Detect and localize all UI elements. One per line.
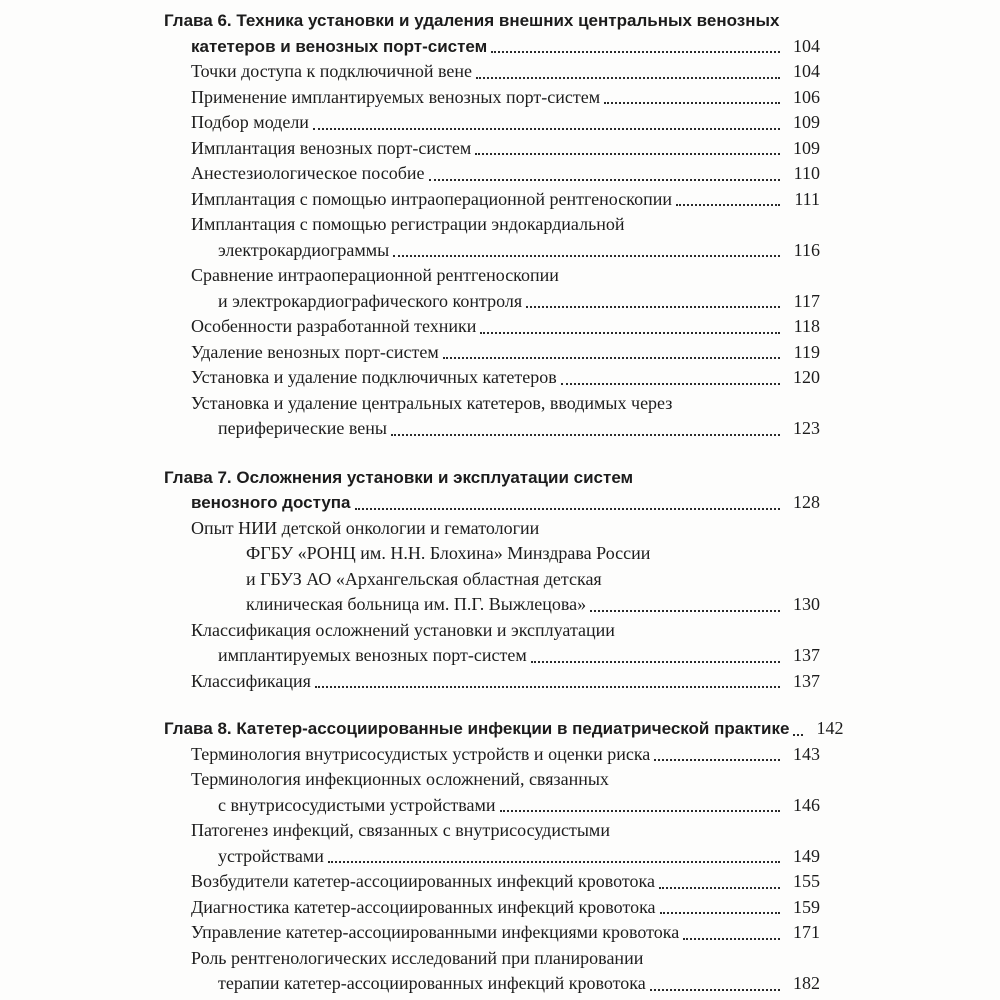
- page-number: 109: [793, 137, 820, 158]
- dot-leader: [475, 152, 780, 155]
- page-number: 117: [793, 290, 820, 311]
- page-number: 120: [793, 367, 820, 387]
- dot-leader: [660, 911, 780, 914]
- page-number: 143: [793, 743, 820, 764]
- toc-entry: Классификация осложнений установки и эксплуатации: [191, 619, 615, 640]
- page-number: 137: [793, 670, 820, 691]
- dot-leader: [793, 733, 803, 736]
- page-number: 110: [793, 163, 820, 183]
- page-number: 155: [793, 871, 820, 891]
- dot-leader: [561, 382, 780, 385]
- dot-leader: [480, 331, 780, 334]
- page-number: 128: [793, 492, 820, 512]
- page-number: 137: [793, 645, 820, 665]
- dot-leader: [476, 76, 780, 79]
- toc-entry: Возбудители катетер-ассоциированных инфекций кровотока 155: [0, 869, 1000, 895]
- chapter-6-title-cont: катетеров и венозных порт-систем 104: [0, 34, 1000, 60]
- dot-leader: [683, 937, 780, 940]
- page-number: 149: [793, 845, 820, 866]
- toc-entry: Опыт НИИ детской онкологии и гематологии: [191, 517, 540, 538]
- toc-entry: Терминология инфекционных осложнений, связанных: [191, 769, 609, 789]
- page-number: 116: [793, 239, 820, 260]
- toc-entry: Имплантация венозных порт-систем 109: [0, 136, 1000, 162]
- page-number: 142: [816, 718, 844, 738]
- dot-leader: [590, 609, 780, 612]
- chapter-8-title: Глава 8. Катетер-ассоциированные инфекции в педиатрической практике 142: [0, 716, 1000, 742]
- page-number: 119: [793, 341, 820, 362]
- toc-entry: Подбор модели 109: [0, 110, 1000, 136]
- toc-entry: Удаление венозных порт-систем 119: [0, 340, 1000, 366]
- dot-leader: [654, 758, 780, 761]
- toc-entry-cont: клиническая больница им. П.Г. Выжлецова» 130: [0, 592, 1000, 618]
- page-number: 104: [793, 35, 820, 56]
- toc-entry-cont: терапии катетер-ассоциированных инфекций кровотока 182: [0, 971, 1000, 997]
- dot-leader: [526, 305, 780, 308]
- dot-leader: [429, 178, 780, 181]
- toc-entry: Роль рентгенологических исследований при планировании: [191, 947, 644, 968]
- spacer: [0, 442, 1000, 465]
- toc-entry-cont: и электрокардиографического контроля 117: [0, 289, 1000, 315]
- toc-entry: Анестезиологическое пособие 110: [0, 161, 1000, 187]
- page-number: 182: [793, 973, 820, 993]
- toc-entry: Диагностика катетер-ассоциированных инфекций кровотока 159: [0, 895, 1000, 921]
- dot-leader: [313, 127, 780, 130]
- toc-entry-cont: с внутрисосудистыми устройствами 146: [0, 793, 1000, 819]
- toc-entry: Классификация 137: [0, 669, 1000, 695]
- page-number: 111: [794, 188, 820, 209]
- page-number: 171: [793, 922, 820, 942]
- dot-leader: [393, 254, 780, 257]
- toc-entry: Терминология внутрисосудистых устройств и оценки риска 143: [0, 742, 1000, 768]
- dot-leader: [443, 356, 780, 359]
- dot-leader: [391, 433, 780, 436]
- dot-leader: [650, 988, 780, 991]
- toc-entry-cont: ФГБУ «РОНЦ им. Н.Н. Блохина» Минздрава России: [246, 543, 651, 563]
- dot-leader: [604, 101, 780, 104]
- dot-leader: [676, 203, 780, 206]
- toc-entry-cont: устройствами 149: [0, 844, 1000, 870]
- page-number: 146: [793, 794, 820, 815]
- toc-entry-cont: и ГБУЗ АО «Архангельская областная детская: [246, 568, 602, 589]
- dot-leader: [659, 886, 780, 889]
- toc-entry: Сравнение интраоперационной рентгеноскопии: [191, 265, 559, 285]
- toc-entry: Установка и удаление подключичных катетеров 120: [0, 365, 1000, 391]
- dot-leader: [315, 685, 780, 688]
- spacer: [0, 694, 1000, 716]
- dot-leader: [500, 809, 781, 812]
- toc-entry: Патогенез инфекций, связанных с внутрисосудистыми: [191, 820, 610, 840]
- toc-entry: Применение имплантируемых венозных порт-систем 106: [0, 85, 1000, 111]
- toc-entry-cont: периферические вены 123: [0, 416, 1000, 442]
- dot-leader: [531, 660, 780, 663]
- toc-entry-cont: электрокардиограммы 116: [0, 238, 1000, 264]
- page-number: 118: [793, 316, 820, 336]
- toc-entry: Точки доступа к подключичной вене 104: [0, 59, 1000, 85]
- toc-entry: Имплантация с помощью регистрации эндокардиальной: [191, 214, 625, 234]
- page-number: 109: [793, 112, 820, 132]
- toc-entry: Имплантация с помощью интраоперационной рентгеноскопии 111: [0, 187, 1000, 213]
- dot-leader: [328, 860, 780, 863]
- toc-entry: Установка и удаление центральных катетеров, вводимых через: [191, 392, 673, 413]
- page-number: 130: [793, 594, 820, 614]
- dot-leader: [355, 507, 780, 510]
- page-number: 104: [793, 61, 820, 81]
- page-number: 106: [793, 86, 820, 107]
- page-number: 159: [793, 896, 820, 917]
- page-number: 123: [793, 418, 820, 438]
- toc-entry: Особенности разработанной техники 118: [0, 314, 1000, 340]
- chapter-6-title: Глава 6. Техника установки и удаления внешних центральных венозных: [164, 11, 780, 30]
- chapter-7-title: Глава 7. Осложнения установки и эксплуатации систем: [164, 467, 634, 487]
- toc-entry: Управление катетер-ассоциированными инфекциями кровотока 171: [0, 920, 1000, 946]
- chapter-7-title-cont: венозного доступа 128: [0, 490, 1000, 516]
- dot-leader: [491, 50, 780, 53]
- toc-entry-cont: имплантируемых венозных порт-систем 137: [0, 643, 1000, 669]
